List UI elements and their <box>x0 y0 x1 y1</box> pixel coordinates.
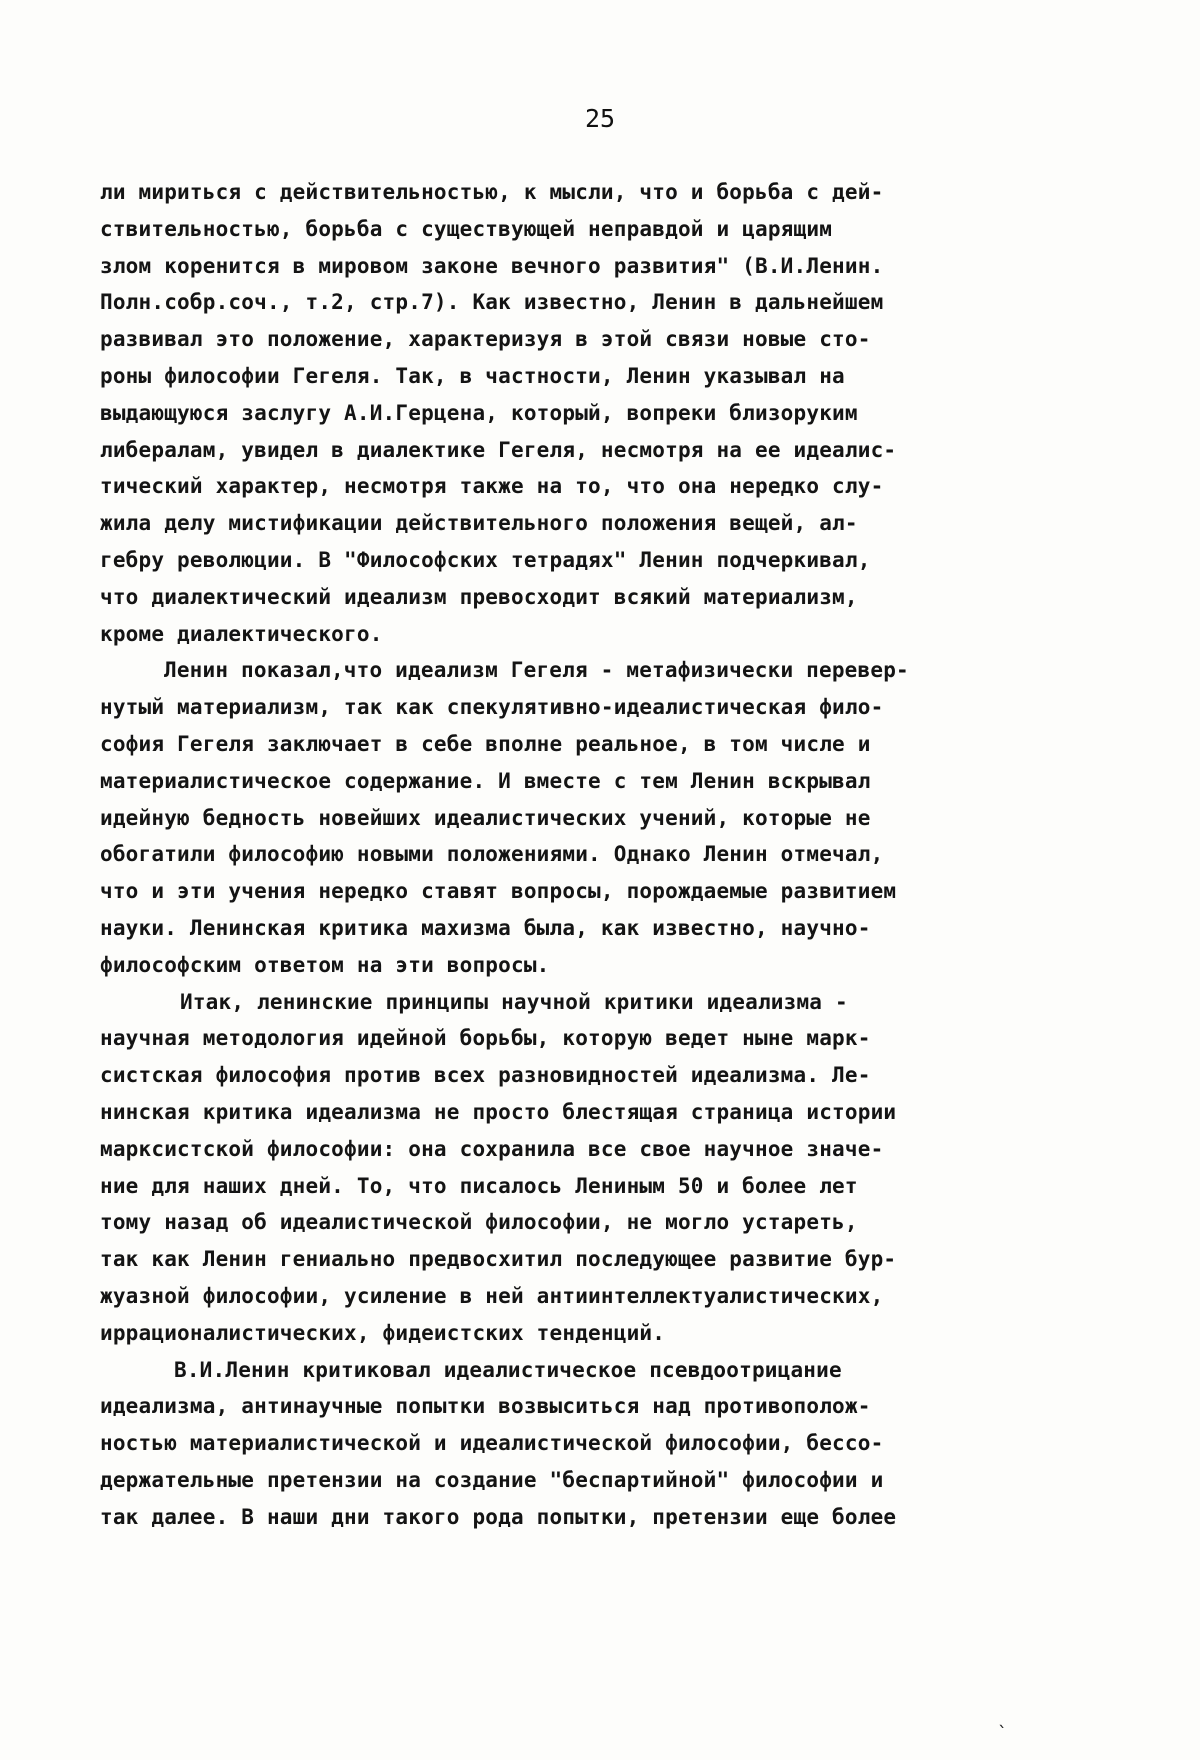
text-line: гебру революции. В "Философских тетрадях" Ленин подчеркивал, <box>100 547 871 572</box>
paragraph-first-line: Итак, ленинские принципы научной критики идеализма - <box>180 989 848 1014</box>
text-line: тому назад об идеалистической философии, не могло устареть, <box>100 1210 858 1235</box>
text-line: идеализма, антинаучные попытки возвыситься над противополож- <box>100 1394 871 1419</box>
text-line: кроме диалектического. <box>100 621 383 646</box>
body-text <box>100 174 1120 1535</box>
text-line: ние для наших дней. То, что писалось Лениным 50 и более лет <box>100 1173 858 1198</box>
text-line: тический характер, несмотря также на то, что она нередко слу- <box>100 474 884 499</box>
paragraph-first-line: Ленин показал,что идеализм Гегеля - метафизически перевер- <box>164 658 909 683</box>
text-line: выдающуюся заслугу А.И.Герцена, который, вопреки близоруким <box>100 400 858 425</box>
text-line: марксистской философии: она сохранила все свое научное значе- <box>100 1136 884 1161</box>
text-line: ствительностью, борьба с существующей неправдой и царящим <box>100 216 833 241</box>
text-line: ли мириться с действительностью, к мысли, что и борьба с дей- <box>100 180 884 204</box>
text-line: систская философия против всех разновидностей идеализма. Ле- <box>100 1063 871 1088</box>
text-line: ностью материалистической и идеалистической философии, бессо- <box>100 1431 884 1456</box>
text-line: либералам, увидел в диалектике Гегеля, несмотря на ее идеалис- <box>100 437 897 462</box>
text-line: нинская критика идеализма не просто блестящая страница истории <box>100 1099 897 1124</box>
text-line: философским ответом на эти вопросы. <box>100 952 550 977</box>
text-line: что и эти учения нередко ставят вопросы, порождаемые развитием <box>100 879 897 904</box>
text-line: обогатили философию новыми положениями. Однако Ленин отмечал, <box>100 842 884 867</box>
text-line: софия Гегеля заключает в себе вполне реальное, в том числе и <box>100 731 871 756</box>
stray-mark: ˎ <box>998 1708 1007 1729</box>
text-line: жуазной философии, усиление в ней антиинтеллектуалистических, <box>100 1283 884 1308</box>
text-line: держательные претензии на создание "беспартийной" философии и <box>100 1467 884 1492</box>
paragraph-first-line: В.И.Ленин критиковал идеалистическое псевдоотрицание <box>174 1357 842 1382</box>
text-line: злом коренится в мировом законе вечного развития" (В.И.Ленин. <box>100 253 884 278</box>
text-line: так далее. В наши дни такого рода попытки, претензии еще более <box>100 1504 897 1529</box>
text-line: материалистическое содержание. И вместе с тем Ленин вскрывал <box>100 768 871 793</box>
text-line: Полн.собр.соч., т.2, стр.7). Как известно, Ленин в дальнейшем <box>100 290 884 315</box>
text-line: развивал это положение, характеризуя в этой связи новые сто- <box>100 327 871 352</box>
page-number: 25 <box>584 104 616 133</box>
text-line: так как Ленин гениально предвосхитил последующее развитие бур- <box>100 1247 897 1272</box>
text-line: науки. Ленинская критика махизма была, как известно, научно- <box>100 915 871 940</box>
text-line: что диалектический идеализм превосходит всякий материализм, <box>100 584 858 609</box>
text-line: нутый материализм, так как спекулятивно-идеалистическая фило- <box>100 695 884 720</box>
text-line: иррационалистических, фидеистских тенденций. <box>100 1320 666 1345</box>
text-line: научная методология идейной борьбы, которую ведет ныне марк- <box>100 1026 871 1051</box>
text-line: идейную бедность новейших идеалистических учений, которые не <box>100 805 871 830</box>
text-line: роны философии Гегеля. Так, в частности, Ленин указывал на <box>100 363 845 388</box>
text-line: жила делу мистификации действительного положения вещей, ал- <box>100 511 858 536</box>
